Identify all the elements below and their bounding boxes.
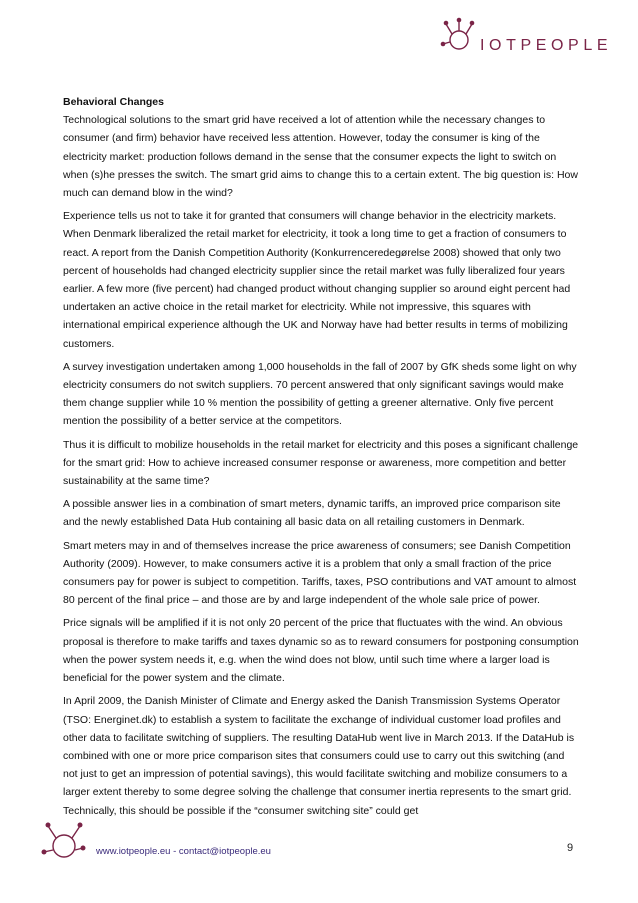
paragraph: A possible answer lies in a combination of smart meters, dynamic tariffs, an improved price comparison site and the newly established Data Hub containing all basic data on all retailing customers in Denmark. [63, 498, 561, 529]
logo-text: IOTPEOPLE [480, 37, 613, 54]
page-number: 9 [567, 842, 574, 854]
page-footer [40, 818, 600, 878]
paragraph: Price signals will be amplified if it is not only 20 percent of the price that fluctuates with the wind. An obvious proposal is therefore to make tariffs and taxes dynamic so as to reward consumers for postponing consumption when the power system needs it, e.g. when the wind does not blow, until such time where a larger load is beneficial for the power system and the climate. [63, 617, 579, 685]
footer-contact[interactable]: www.iotpeople.eu - contact@iotpeople.eu [96, 846, 271, 857]
iotpeople-logo-icon [440, 16, 478, 56]
section-heading: Behavioral Changes [63, 96, 164, 108]
paragraph: A survey investigation undertaken among 1,000 households in the fall of 2007 by GfK sheds some light on why electricity consumers do not switch suppliers. 70 percent answered that only significant savings would make them change supplier while 10 % mention the possibility of getting a greener alternative. Only five percent mention the possibility of a better service at the competitors. [63, 360, 577, 428]
paragraph: In April 2009, the Danish Minister of Climate and Energy asked the Danish Transmission Systems Operator (TSO: Energinet.dk) to establish a system to facilitate the exchange of individual customer load profiles and other data to facilitate switching of suppliers. The resulting DataHub went live in March 2013. If the DataHub is combined with one or more price comparison sites that consumers could use to carry out this switching (and not just to get an impression of potential savings), this would facilitate switching and mobilize consumers to a larger extent thereby to some degree solving the challenge that consumer inertia represents to the smart grid. Technically, this should be possible if the “consumer switching site” could get [63, 695, 575, 817]
iotpeople-footer-icon [40, 818, 86, 870]
paragraph: Experience tells us not to take it for granted that consumers will change behavior in the electricity markets. When Denmark liberalized the retail market for electricity, it took a long time to get a fraction of consumers to react. A report from the Danish Competition Authority (Konkurrenceredegørelse 2008) showed that only two percent of households had changed electricity supplier since the retail market was fully liberalized four years earlier. A few more (five percent) had changed product without changing supplier so around eight percent had undertaken an active choice in the retail market for electricity. While not impressive, this squares with international empirical experience although the UK and Norway have had better results in terms of mobilizing customers. [63, 210, 571, 350]
paragraph: Thus it is difficult to mobilize households in the retail market for electricity and this poses a significant challenge for the smart grid: How to achieve increased consumer response or awareness, more competition and better sustainability at the same time? [63, 438, 579, 488]
document-body [63, 93, 580, 825]
paragraph: Smart meters may in and of themselves increase the price awareness of consumers; see Danish Competition Authority (2009). However, to make consumers active it is a problem that only a small fraction of the price consumers pay for power is subject to competition. Tariffs, taxes, PSO contributions and VAT amount to almost 80 percent of the final price – and those are by and large independent of the whole sale price of power. [63, 539, 577, 607]
paragraph: Technological solutions to the smart grid have received a lot of attention while the necessary changes to consumer (and firm) behavior have received less attention. However, today the consumer is king of the electricity market: production follows demand in the sense that the consumer expects the light to switch on when (s)he presses the switch. The smart grid aims to change this to a certain extent. The big question is: How much can demand blow in the wind? [63, 114, 578, 200]
header-logo [440, 16, 613, 56]
